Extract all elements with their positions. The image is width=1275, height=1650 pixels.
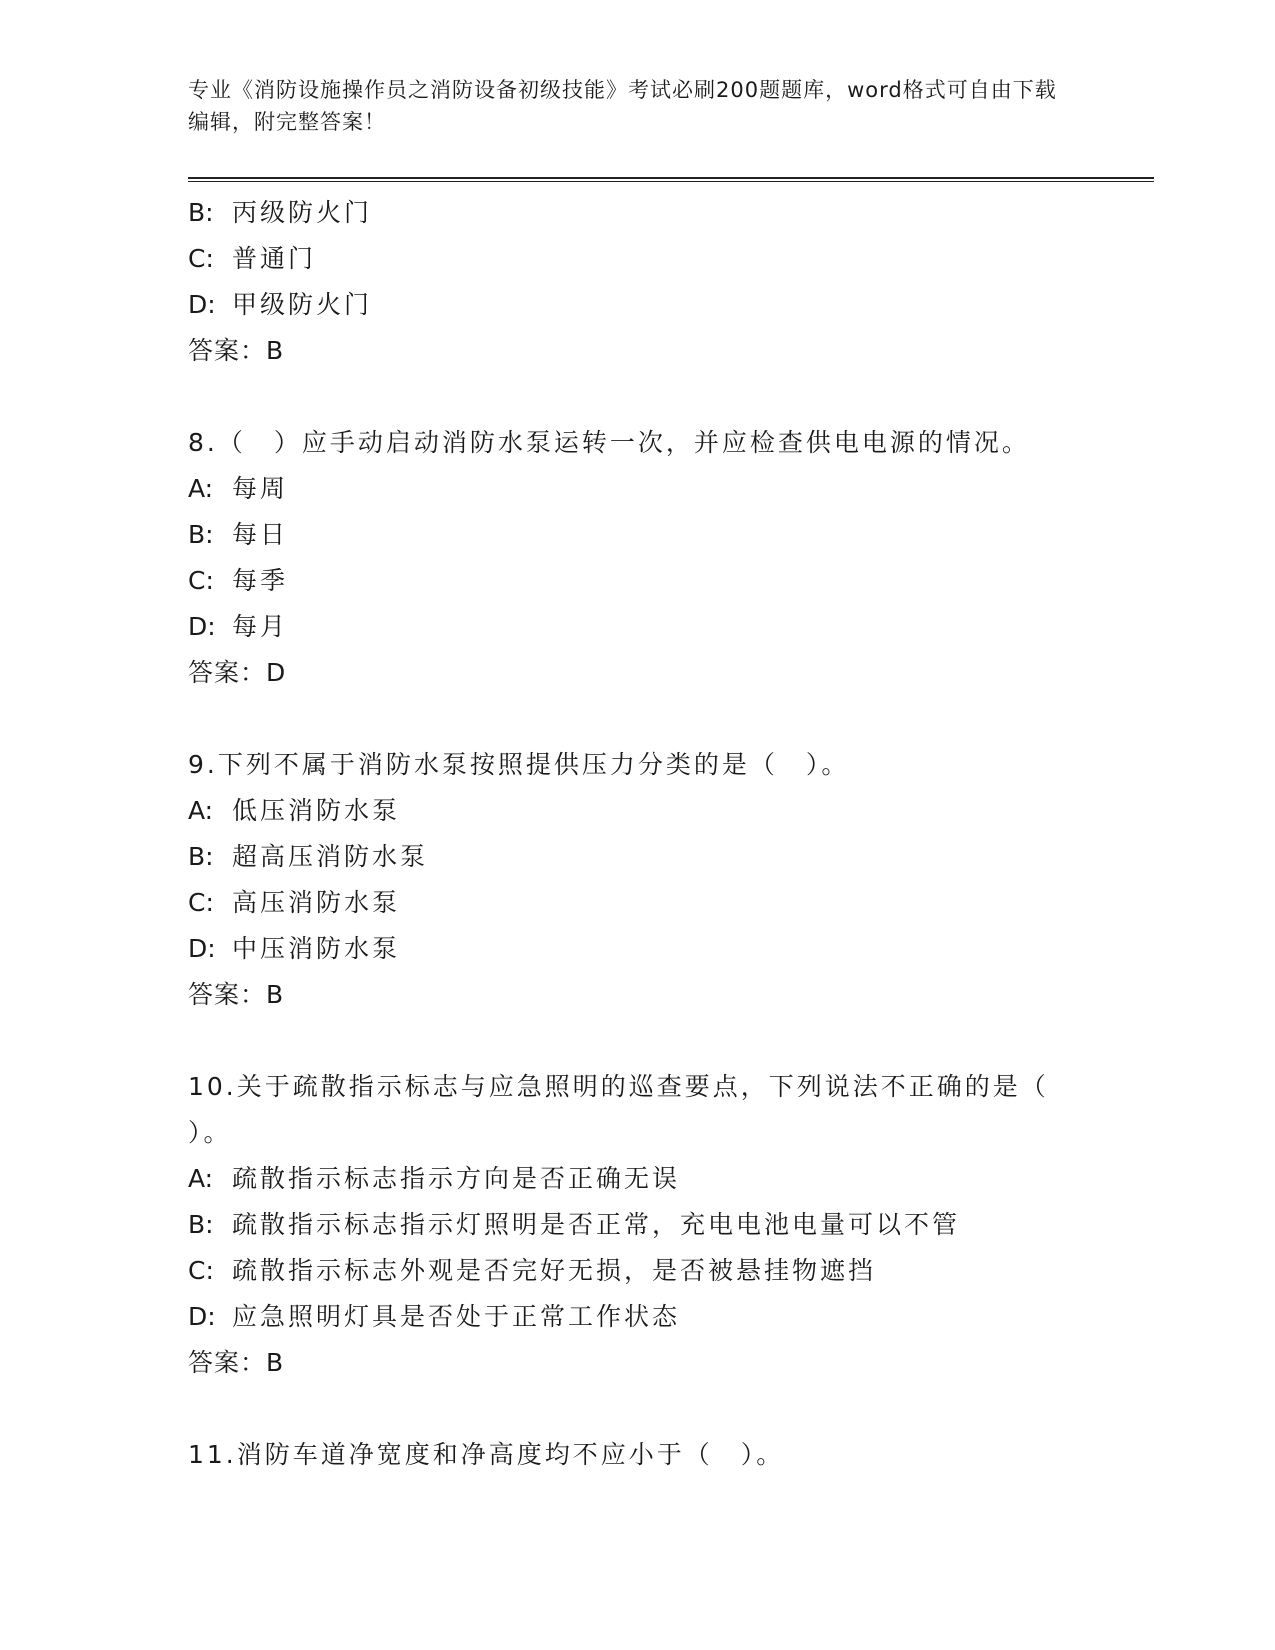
option-text: 普通门 [232, 244, 317, 273]
question-list [188, 190, 1088, 1478]
question-block-9 [188, 742, 1088, 1018]
option-key: C: [188, 1256, 214, 1285]
option-a [188, 788, 1088, 834]
option-key: C: [188, 244, 214, 273]
option-b [188, 190, 1088, 236]
option-key: B: [188, 842, 214, 871]
question-stem-line1: 10.关于疏散指示标志与应急照明的巡查要点，下列说法不正确的是（ [188, 1072, 1049, 1101]
header-text: 专业《消防设施操作员之消防设备初级技能》考试必刷200题题库，word格式可自由下载编辑，附完整答案！ [188, 78, 1057, 134]
question-stem: 8.（ ）应手动启动消防水泵运转一次，并应检查供电电源的情况。 [188, 428, 1030, 457]
option-text: 甲级防火门 [232, 290, 373, 319]
option-key: B: [188, 520, 214, 549]
option-key: D: [188, 612, 216, 641]
option-d [188, 604, 1088, 650]
option-text: 每日 [232, 520, 289, 549]
option-text: 疏散指示标志外观是否完好无损，是否被悬挂物遮挡 [232, 1256, 877, 1285]
option-text: 每月 [232, 612, 289, 641]
option-a [188, 466, 1088, 512]
question-block-8 [188, 420, 1088, 696]
option-c [188, 558, 1088, 604]
question-block-10 [188, 1064, 1088, 1386]
option-key: A: [188, 474, 214, 503]
answer: 答案：B [188, 336, 285, 365]
question-stem: 9.下列不属于消防水泵按照提供压力分类的是（ ）。 [188, 750, 850, 779]
option-key: A: [188, 1164, 214, 1193]
option-text: 高压消防水泵 [232, 888, 401, 917]
option-text: 疏散指示标志指示灯照明是否正常，充电电池电量可以不管 [232, 1210, 961, 1239]
option-b [188, 834, 1088, 880]
question-stem-line2: ）。 [188, 1118, 232, 1147]
option-text: 丙级防火门 [232, 198, 373, 227]
option-text: 疏散指示标志指示方向是否正确无误 [232, 1164, 681, 1193]
option-key: D: [188, 934, 216, 963]
question-block-7 [188, 190, 1088, 374]
option-b [188, 512, 1088, 558]
option-key: C: [188, 888, 214, 917]
option-a [188, 1156, 1088, 1202]
question-block-11 [188, 1432, 1088, 1478]
header-rule [188, 177, 1154, 182]
answer: 答案：B [188, 980, 285, 1009]
option-c [188, 1248, 1088, 1294]
option-text: 每周 [232, 474, 289, 503]
option-d [188, 1294, 1088, 1340]
question-stem: 11.消防车道净宽度和净高度均不应小于（ ）。 [188, 1440, 785, 1469]
option-key: D: [188, 290, 216, 319]
option-b [188, 1202, 1088, 1248]
answer: 答案：D [188, 658, 287, 687]
option-text: 超高压消防水泵 [232, 842, 429, 871]
option-key: B: [188, 198, 214, 227]
option-key: C: [188, 566, 214, 595]
option-text: 应急照明灯具是否处于正常工作状态 [232, 1302, 681, 1331]
option-text: 低压消防水泵 [232, 796, 401, 825]
option-key: A: [188, 796, 214, 825]
option-key: D: [188, 1302, 216, 1331]
option-c [188, 880, 1088, 926]
option-d [188, 926, 1088, 972]
option-c [188, 236, 1088, 282]
page-header [188, 74, 1068, 138]
option-text: 每季 [232, 566, 289, 595]
answer: 答案：B [188, 1348, 285, 1377]
option-text: 中压消防水泵 [232, 934, 401, 963]
option-key: B: [188, 1210, 214, 1239]
option-d [188, 282, 1088, 328]
